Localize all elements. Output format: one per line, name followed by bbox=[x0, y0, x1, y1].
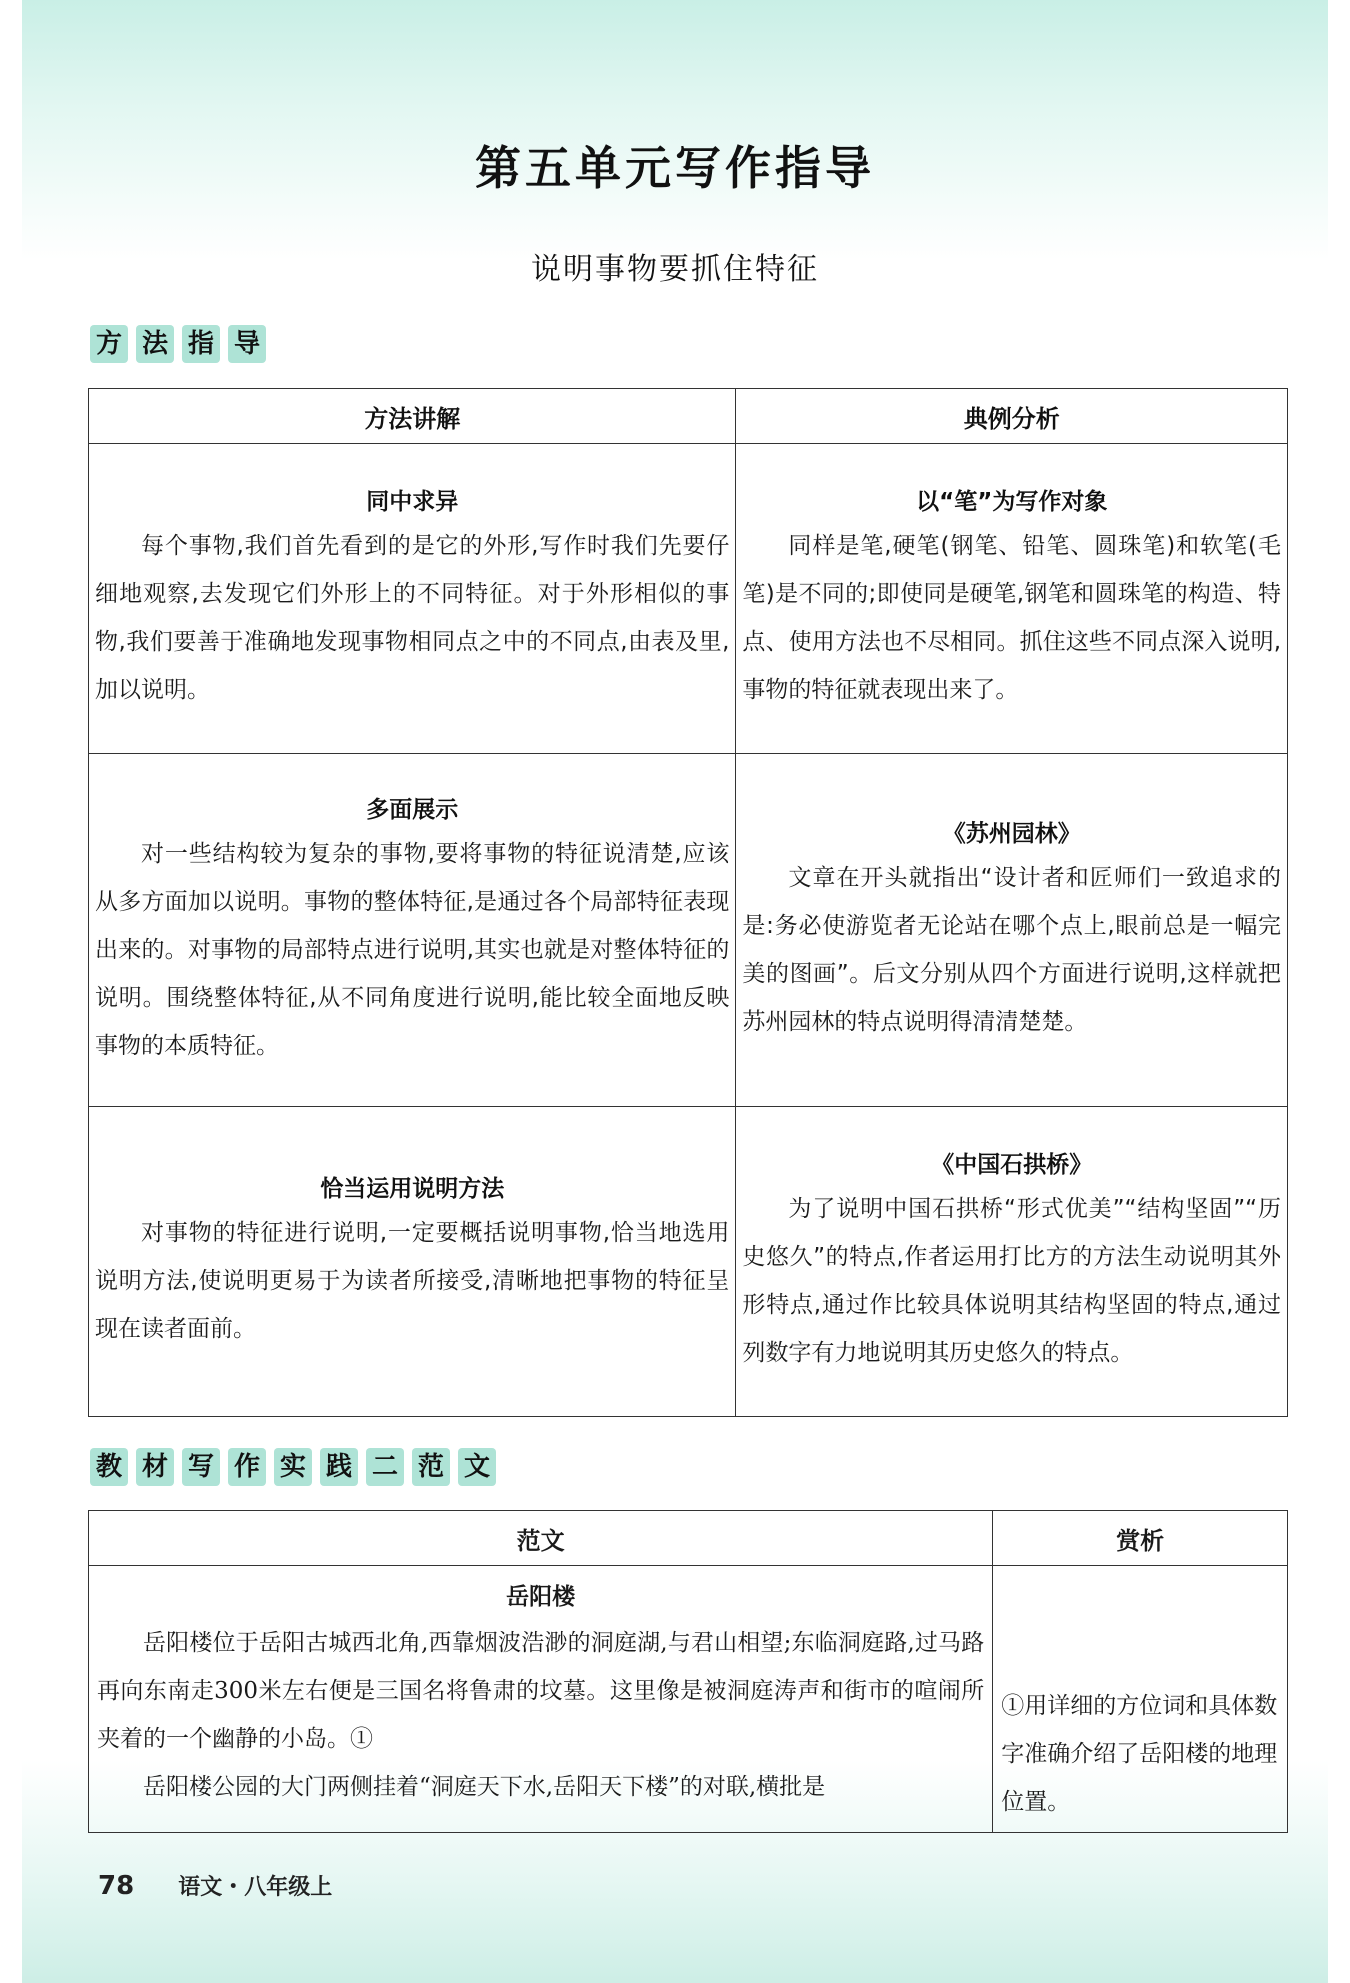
example-title: 《中国石拱桥》 bbox=[931, 1152, 1093, 1178]
example-text: 同样是笔,硬笔(钢笔、铅笔、圆珠笔)和软笔(毛笔)是不同的;即使同是硬笔,钢笔和圆珠笔的构造、特点、使用方法也不尽相同。抓住这些不同点深入说明,事物的特征就表现出来了。 bbox=[742, 533, 1281, 703]
section-heading-char: 二 bbox=[366, 1448, 404, 1486]
section-heading-char: 作 bbox=[228, 1448, 266, 1486]
example-cell bbox=[736, 1107, 1288, 1417]
method-table-header-row bbox=[89, 389, 1288, 444]
column-header-method: 方法讲解 bbox=[89, 389, 736, 444]
book-label: 语文・八年级上 bbox=[178, 1875, 333, 1900]
column-header-appreciation: 赏析 bbox=[993, 1511, 1288, 1566]
table-row bbox=[89, 1566, 1288, 1833]
example-cell bbox=[736, 754, 1288, 1107]
table-row bbox=[89, 1107, 1288, 1417]
appreciation-note: ①用详细的方位词和具体数字准确介绍了岳阳楼的地理位置。 bbox=[1001, 1693, 1278, 1815]
page-margin-right bbox=[1328, 0, 1350, 1983]
method-cell bbox=[89, 754, 736, 1107]
method-text: 对事物的特征进行说明,一定要概括说明事物,恰当地选用说明方法,使说明更易于为读者所接受,清晰地把事物的特征呈现在读者面前。 bbox=[95, 1220, 730, 1342]
column-header-essay: 范文 bbox=[89, 1511, 993, 1566]
method-cell bbox=[89, 1107, 736, 1417]
page-number: 78 bbox=[98, 1871, 135, 1901]
section-heading-char: 指 bbox=[182, 325, 220, 363]
page-footer bbox=[98, 1870, 332, 1901]
method-table bbox=[88, 388, 1288, 1417]
section-heading-char: 导 bbox=[228, 325, 266, 363]
section-heading-char: 教 bbox=[90, 1448, 128, 1486]
section-heading-char: 写 bbox=[182, 1448, 220, 1486]
section-heading-method bbox=[90, 325, 266, 365]
example-title: 《苏州园林》 bbox=[942, 820, 1081, 847]
page-subtitle: 说明事物要抓住特征 bbox=[531, 252, 819, 287]
page-margin-left bbox=[0, 0, 22, 1983]
section-heading-char: 范 bbox=[412, 1448, 450, 1486]
sample-table-header-row bbox=[89, 1511, 1288, 1566]
method-text: 每个事物,我们首先看到的是它的外形,写作时我们先要仔细地观察,去发现它们外形上的不同特征。对于外形相似的事物,我们要善于准确地发现事物相同点之中的不同点,由表及里,加以说明。 bbox=[95, 533, 730, 703]
example-cell bbox=[736, 444, 1288, 754]
method-title: 恰当运用说明方法 bbox=[320, 1176, 505, 1202]
method-title: 多面展示 bbox=[366, 796, 459, 823]
table-row bbox=[89, 444, 1288, 754]
example-text: 文章在开头就指出“设计者和匠师们一致追求的是:务必使游览者无论站在哪个点上,眼前总是一幅完美的图画”。后文分别从四个方面进行说明,这样就把苏州园林的特点说明得清清楚楚。 bbox=[742, 864, 1281, 1035]
section-heading-char: 实 bbox=[274, 1448, 312, 1486]
section-heading-char: 法 bbox=[136, 325, 174, 363]
method-title: 同中求异 bbox=[366, 489, 459, 515]
appreciation-cell bbox=[993, 1566, 1288, 1833]
page-title: 第五单元写作指导 bbox=[475, 141, 875, 195]
essay-title: 岳阳楼 bbox=[506, 1584, 576, 1610]
method-text: 对一些结构较为复杂的事物,要将事物的特征说清楚,应该从多方面加以说明。事物的整体特征,是通过各个局部特征表现出来的。对事物的局部特点进行说明,其实也就是对整体特征的说明。围绕整体特征,从不同角度进行说明,能比较全面地反映事物的本质特征。 bbox=[95, 840, 730, 1059]
essay-paragraph: 岳阳楼位于岳阳古城西北角,西靠烟波浩渺的洞庭湖,与君山相望;东临洞庭路,过马路再向东南走300米左右便是三国名将鲁肃的坟墓。这里像是被洞庭涛声和街市的喧闹所夹着的一个幽静的小岛。① bbox=[97, 1630, 985, 1752]
section-heading-char: 材 bbox=[136, 1448, 174, 1486]
essay-paragraph: 岳阳楼公园的大门两侧挂着“洞庭天下水,岳阳天下楼”的对联,横批是 bbox=[143, 1774, 826, 1800]
section-heading-char: 方 bbox=[90, 325, 128, 363]
sample-essay-table bbox=[88, 1510, 1288, 1833]
section-heading-char: 践 bbox=[320, 1448, 358, 1486]
example-title: 以“笔”为写作对象 bbox=[916, 489, 1108, 515]
section-heading-sample bbox=[90, 1448, 496, 1488]
method-cell bbox=[89, 444, 736, 754]
example-text: 为了说明中国石拱桥“形式优美”“结构坚固”“历史悠久”的特点,作者运用打比方的方法生动说明其外形特点,通过作比较具体说明其结构坚固的特点,通过列数字有力地说明其历史悠久的特点。 bbox=[742, 1196, 1281, 1366]
table-row bbox=[89, 754, 1288, 1107]
section-heading-char: 文 bbox=[458, 1448, 496, 1486]
column-header-example: 典例分析 bbox=[736, 389, 1288, 444]
essay-cell bbox=[89, 1566, 993, 1833]
